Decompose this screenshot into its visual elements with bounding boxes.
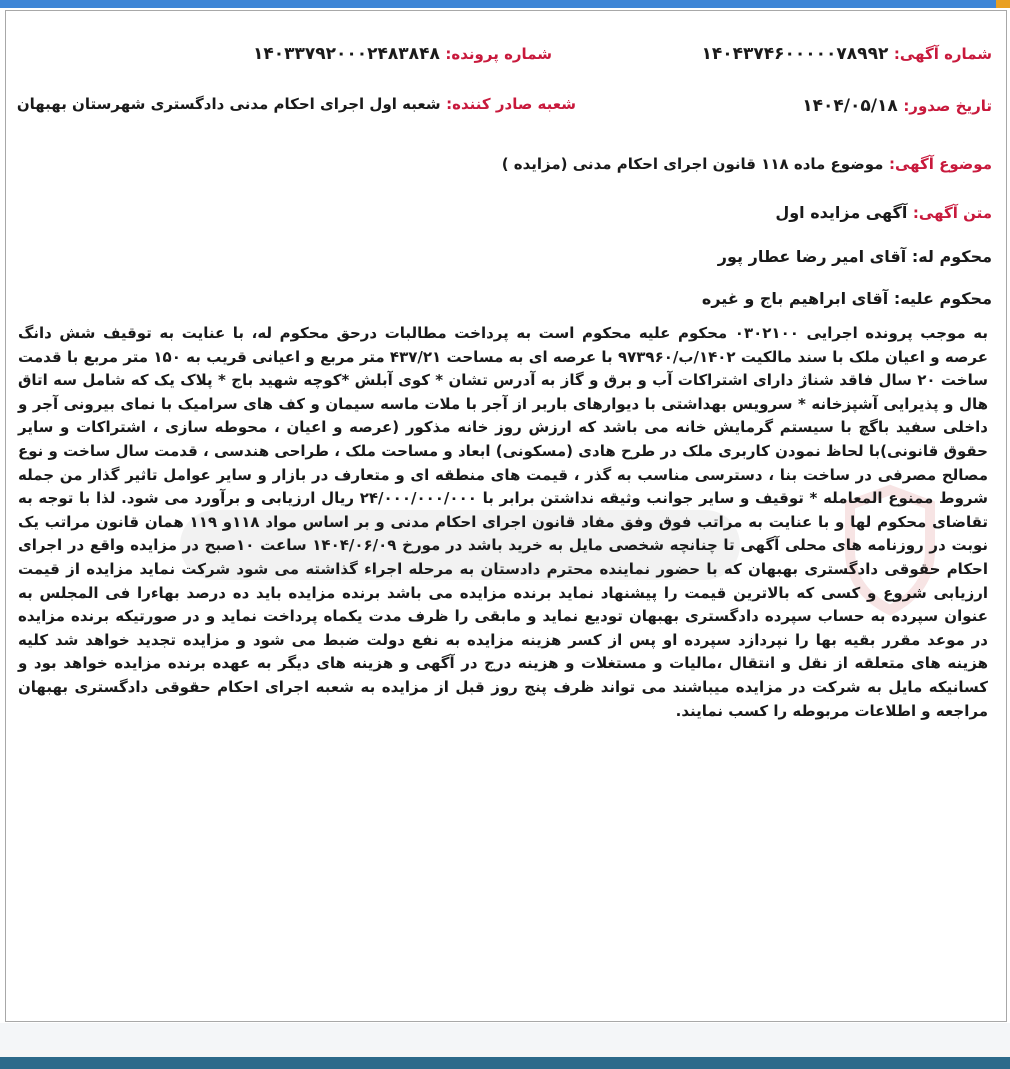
plaintiff-line: محکوم له: آقای امیر رضا عطار پور xyxy=(717,247,992,266)
ad-number-value: ۱۴۰۴۳۷۴۶۰۰۰۰۰۷۸۹۹۲ xyxy=(701,44,889,64)
notice-body-paragraph: به موجب پرونده اجرایی ۰۳۰۲۱۰۰ محکوم علیه محکوم است به پرداخت مطالبات درحق محکوم له، با عنایت به توقیف شش دانگ عرصه و اعیان ملک با سند مالکیت ۱۴۰۲/ب/۹۷۳۹۶۰ با عرصه ای به مساحت ۴۳۷/۲۱ متر مربع و اعیانی قریب به ۱۵۰ متر مربع با قدمت ساخت ۲۰ سال فاقد شناژ دارای اشتراکات آب و برق و گاز به آدرس تشان * کوی آبلش *کوچه شهید باج * پلاک یک که شامل سه اتاق هال و پذیرایی آشپزخانه * سرویس بهداشتی با دیوارهای باربر از آجر با ملات ماسه سیمان و کف های سرامیک با نمای بیرونی آجر و داخلی سفید باگچ با سیستم گرمایش خانه می باشد که ارزش روز خانه مذکور (عرصه و اعیان ، محوطه سازی ، اشتراکات و سایر حقوق قانونی)با لحاظ نمودن کاربری ملک در طرح هادی (مسکونی) ابعاد و مساحت ملک ، طراحی هندسی ، قدمت سال ساخت و نوع مصالح مصرفی در ساخت بنا ، دسترسی مناسب به گذر ، قیمت های منطقه ای و متعارف در بازار و سایر عوامل تاثیر گذار من جمله شروط ممنوع المعامله * توقیف و سایر جوانب وثیقه نداشتن برابر با ۲۴/۰۰۰/۰۰۰/۰۰۰ ریال ارزیابی و برآورد می شود. لذا با توجه به تقاضای محکوم لها و با عنایت به مراتب فوق وفق مفاد قانون اجرای احکام مدنی و بر اساس مواد ۱۱۸و ۱۱۹ همان قانون مراتب یک نوبت در روزنامه های محلی آگهی تا چنانچه شخصی مایل به خرید باشد در مورخ ۱۴۰۴/۰۶/۰۹ ساعت ۱۰صبح در مزایده واقع در اجرای احکام حقوقی دادگستری بهبهان که با حضور نماینده محترم دادستان به مرحله اجراء گذاشته می شود شرکت نماید مزایده از قیمت ارزیابی شروع و کسی که بالاترین قیمت را پیشنهاد نماید برنده مزایده می باشد برنده مزایده باید ده درصد بهاءرا فی المجلس به عنوان سپرده به حساب سپرده دادگستری بهبهان تودیع نماید و مابقی را ظرف مدت یکماه پرداخت نماید و در صورتیکه برنده مزایده در موعد مقرر بقیه بها را نپردازد سپرده او پس از کسر هزینه مزایده به نفع دولت ضبط می شود و مزایده تجدید خواهد شد کلیه هزینه های متعلقه از نقل و انتقال ،مالیات و مستغلات و هزینه درج در آگهی و هزینه های دیگر به عهده برنده مزایده خواهد بود و کسانیکه مایل به شرکت در مزایده میباشند می تواند ظرف پنج روز قبل از مزایده به شعبه اجرای احکام حقوقی دادگستری بهبهان مراجعه و اطلاعات مربوطه را کسب نمایند. xyxy=(18,324,989,720)
defendant-line: محکوم علیه: آقای ابراهیم باج و غیره xyxy=(701,289,992,308)
bottom-window-band xyxy=(0,1057,1010,1069)
subject-row xyxy=(502,154,992,173)
text-title-row xyxy=(775,203,992,222)
ad-number-label: شماره آگهی: xyxy=(893,45,992,63)
text-label: متن آگهی: xyxy=(912,204,992,222)
issue-date-label: تاریخ صدور: xyxy=(903,97,992,115)
case-number-row xyxy=(253,44,552,64)
issuer-value: شعبه اول اجرای احکام مدنی دادگستری شهرستان بهبهان xyxy=(16,95,441,113)
top-corner-accent xyxy=(996,0,1010,8)
subject-label: موضوع آگهی: xyxy=(888,155,992,173)
case-number-label: شماره پرونده: xyxy=(445,45,552,63)
issuer-label: شعبه صادر کننده: xyxy=(446,95,576,113)
text-title-value: آگهی مزایده اول xyxy=(775,203,908,222)
case-number-value: ۱۴۰۳۳۷۹۲۰۰۰۲۴۸۳۸۴۸ xyxy=(253,44,440,64)
subject-value: موضوع ماده ۱۱۸ قانون اجرای احکام مدنی (مزایده ) xyxy=(501,155,884,173)
issue-date-row xyxy=(802,96,992,116)
issuer-row xyxy=(17,94,576,113)
window-footer-gap xyxy=(0,1023,1010,1057)
top-window-band xyxy=(0,0,1010,8)
ad-number-row xyxy=(702,44,992,64)
issue-date-value: ۱۴۰۴/۰۵/۱۸ xyxy=(802,96,898,116)
